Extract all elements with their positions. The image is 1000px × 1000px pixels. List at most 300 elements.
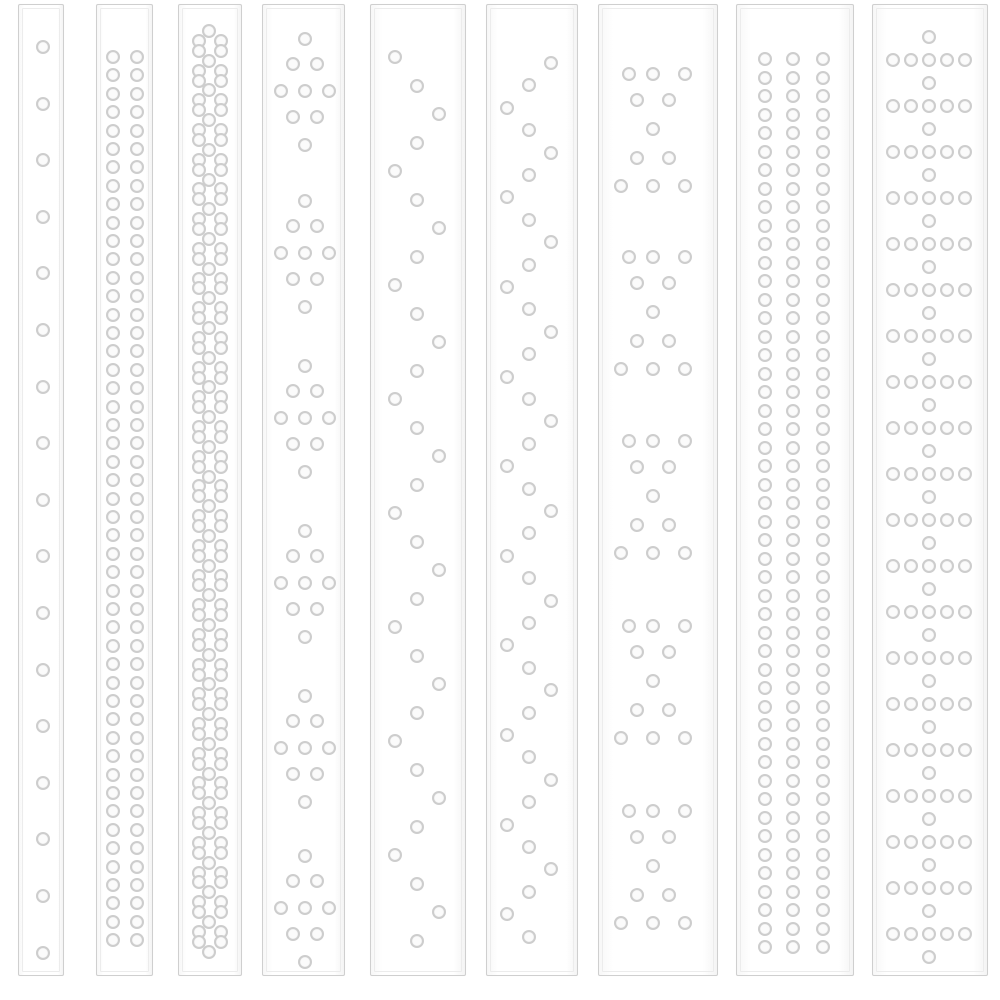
punched-hole (614, 546, 628, 560)
punched-hole (922, 927, 936, 941)
punched-hole (630, 888, 644, 902)
punched-hole (310, 549, 324, 563)
punched-hole (758, 200, 772, 214)
punched-hole (922, 858, 936, 872)
punched-hole (816, 404, 830, 418)
punched-hole (310, 384, 324, 398)
punched-hole (904, 237, 918, 251)
punched-hole (310, 602, 324, 616)
punched-hole (816, 256, 830, 270)
punched-hole (904, 605, 918, 619)
punched-hole (432, 791, 446, 805)
punched-hole (922, 835, 936, 849)
punched-hole (904, 789, 918, 803)
punched-hole (106, 841, 120, 855)
punched-hole (922, 950, 936, 964)
punched-hole (106, 326, 120, 340)
punched-hole (816, 589, 830, 603)
punched-hole (958, 99, 972, 113)
punched-hole (678, 731, 692, 745)
punched-hole (904, 191, 918, 205)
punched-hole (522, 392, 536, 406)
punched-hole (298, 411, 312, 425)
punched-hole (816, 811, 830, 825)
punched-hole (786, 755, 800, 769)
punched-hole (130, 216, 144, 230)
punched-hole (816, 145, 830, 159)
punched-hole (922, 99, 936, 113)
punched-hole (286, 272, 300, 286)
punched-hole (816, 552, 830, 566)
punched-hole (922, 283, 936, 297)
punched-hole (940, 697, 954, 711)
punched-hole (544, 56, 558, 70)
punched-hole (622, 434, 636, 448)
punched-hole (214, 757, 228, 771)
punched-hole (214, 430, 228, 444)
punched-hole (816, 293, 830, 307)
punched-hole (940, 375, 954, 389)
punched-hole (886, 375, 900, 389)
punched-hole (758, 478, 772, 492)
punched-hole (958, 421, 972, 435)
punched-hole (322, 576, 336, 590)
punched-hole (958, 329, 972, 343)
punched-hole (940, 421, 954, 435)
punched-hole (816, 385, 830, 399)
punched-hole (298, 576, 312, 590)
punched-hole (322, 901, 336, 915)
punched-hole (106, 473, 120, 487)
punched-hole (786, 293, 800, 307)
punched-hole (432, 677, 446, 691)
punched-hole (130, 510, 144, 524)
punched-hole (940, 99, 954, 113)
punched-hole (758, 348, 772, 362)
punched-hole (758, 755, 772, 769)
punched-hole (786, 940, 800, 954)
strip-5-wave-dots (370, 4, 466, 976)
punched-hole (286, 57, 300, 71)
strip-3-zigzag-dot-pairs (178, 4, 242, 976)
punched-hole (214, 668, 228, 682)
punched-hole (786, 348, 800, 362)
punched-hole (886, 191, 900, 205)
punched-hole (410, 307, 424, 321)
punched-hole (886, 651, 900, 665)
punched-hole (106, 363, 120, 377)
punched-hole (286, 874, 300, 888)
punched-hole (106, 860, 120, 874)
punched-hole (646, 546, 660, 560)
punched-hole (274, 576, 288, 590)
punched-hole (646, 804, 660, 818)
punched-hole (214, 133, 228, 147)
punched-hole (310, 714, 324, 728)
punched-hole (106, 510, 120, 524)
punched-hole (214, 905, 228, 919)
punched-hole (922, 513, 936, 527)
punched-hole (904, 99, 918, 113)
punched-hole (816, 200, 830, 214)
punched-hole (410, 193, 424, 207)
punched-hole (522, 482, 536, 496)
punched-hole (816, 866, 830, 880)
punched-hole (786, 182, 800, 196)
punched-hole (886, 421, 900, 435)
punched-hole (500, 280, 514, 294)
punched-hole (36, 776, 50, 790)
punched-hole (758, 441, 772, 455)
punched-hole (786, 533, 800, 547)
punched-hole (904, 743, 918, 757)
punched-hole (298, 32, 312, 46)
punched-hole (36, 663, 50, 677)
punched-hole (922, 628, 936, 642)
punched-hole (758, 515, 772, 529)
punched-hole (816, 663, 830, 677)
punched-hole (886, 697, 900, 711)
punched-hole (646, 916, 660, 930)
punched-hole (886, 605, 900, 619)
punched-hole (922, 352, 936, 366)
punched-hole (958, 789, 972, 803)
punched-hole (544, 325, 558, 339)
punched-hole (904, 927, 918, 941)
punched-hole (130, 547, 144, 561)
punched-hole (758, 626, 772, 640)
punched-hole (544, 683, 558, 697)
punched-hole (758, 219, 772, 233)
punched-hole (758, 922, 772, 936)
punched-hole (522, 706, 536, 720)
punched-hole (106, 418, 120, 432)
punched-hole (130, 473, 144, 487)
punched-hole (432, 905, 446, 919)
punched-hole (522, 930, 536, 944)
punched-hole (646, 731, 660, 745)
punched-hole (214, 163, 228, 177)
punched-hole (106, 216, 120, 230)
punched-hole (922, 145, 936, 159)
punched-hole (758, 737, 772, 751)
punched-hole (410, 250, 424, 264)
punched-hole (410, 649, 424, 663)
punched-hole (630, 460, 644, 474)
punched-hole (36, 832, 50, 846)
punched-hole (646, 674, 660, 688)
punched-hole (678, 434, 692, 448)
punched-hole (816, 163, 830, 177)
punched-hole (36, 266, 50, 280)
punched-hole (922, 30, 936, 44)
punched-hole (662, 151, 676, 165)
strip-9-cross-dot-motifs (872, 4, 988, 976)
punched-hole (816, 71, 830, 85)
punched-hole (678, 179, 692, 193)
punched-hole (922, 53, 936, 67)
punched-hole (786, 922, 800, 936)
punched-hole (298, 194, 312, 208)
punched-hole (758, 829, 772, 843)
punched-hole (922, 904, 936, 918)
punched-hole (786, 496, 800, 510)
punched-hole (786, 866, 800, 880)
punched-hole (298, 955, 312, 969)
punched-hole (922, 375, 936, 389)
punched-hole (678, 67, 692, 81)
punched-hole (940, 467, 954, 481)
punched-hole (816, 237, 830, 251)
punched-hole (786, 219, 800, 233)
punched-hole (274, 84, 288, 98)
punched-hole (130, 179, 144, 193)
punched-hole (786, 681, 800, 695)
punched-hole (106, 455, 120, 469)
punched-hole (500, 190, 514, 204)
punched-hole (958, 743, 972, 757)
punched-hole (758, 681, 772, 695)
punched-hole (214, 281, 228, 295)
punched-hole (130, 363, 144, 377)
punched-hole (922, 697, 936, 711)
punched-hole (816, 348, 830, 362)
punched-hole (958, 283, 972, 297)
punched-hole (904, 835, 918, 849)
punched-hole (130, 823, 144, 837)
punched-hole (214, 103, 228, 117)
punched-hole (286, 602, 300, 616)
punched-hole (940, 651, 954, 665)
punched-hole (646, 619, 660, 633)
punched-hole (286, 384, 300, 398)
punched-hole (922, 444, 936, 458)
punched-hole (786, 903, 800, 917)
punched-hole (758, 552, 772, 566)
punched-hole (958, 605, 972, 619)
punched-hole (662, 830, 676, 844)
punched-hole (388, 392, 402, 406)
punched-hole (298, 524, 312, 538)
punched-hole (758, 792, 772, 806)
punched-hole (786, 811, 800, 825)
punched-hole (904, 421, 918, 435)
punched-hole (106, 68, 120, 82)
punched-hole (758, 52, 772, 66)
punched-hole (958, 927, 972, 941)
punched-hole (106, 768, 120, 782)
punched-hole (410, 820, 424, 834)
punched-hole (298, 795, 312, 809)
strip-2-double-column-dots (96, 4, 153, 976)
punched-hole (758, 496, 772, 510)
punched-hole (886, 99, 900, 113)
punched-hole (522, 885, 536, 899)
punched-hole (298, 246, 312, 260)
punched-hole (922, 421, 936, 435)
punched-hole (106, 639, 120, 653)
punched-hole (130, 896, 144, 910)
punched-hole (522, 437, 536, 451)
punched-hole (214, 74, 228, 88)
punched-hole (36, 97, 50, 111)
punched-hole (940, 559, 954, 573)
punched-hole (106, 234, 120, 248)
punched-hole (904, 881, 918, 895)
punched-hole (922, 490, 936, 504)
punched-hole (130, 565, 144, 579)
punched-hole (816, 626, 830, 640)
punched-hole (678, 804, 692, 818)
punched-hole (816, 182, 830, 196)
punched-hole (432, 563, 446, 577)
punched-hole (922, 122, 936, 136)
punched-hole (922, 168, 936, 182)
punched-hole (758, 367, 772, 381)
punched-hole (522, 750, 536, 764)
punched-hole (522, 571, 536, 585)
punched-hole (130, 68, 144, 82)
punched-hole (544, 773, 558, 787)
punched-hole (816, 848, 830, 862)
punched-hole (816, 367, 830, 381)
punched-hole (410, 706, 424, 720)
punched-hole (310, 219, 324, 233)
punched-hole (958, 513, 972, 527)
punched-hole (388, 506, 402, 520)
punched-hole (106, 896, 120, 910)
punched-hole (544, 594, 558, 608)
punched-hole (630, 151, 644, 165)
punched-hole (622, 804, 636, 818)
punched-hole (130, 326, 144, 340)
punched-hole (922, 651, 936, 665)
punched-hole (758, 108, 772, 122)
punched-hole (816, 330, 830, 344)
punched-hole (786, 607, 800, 621)
punched-hole (36, 436, 50, 450)
punched-hole (940, 789, 954, 803)
punched-hole (130, 50, 144, 64)
punched-hole (786, 311, 800, 325)
punched-hole (758, 700, 772, 714)
punched-hole (816, 274, 830, 288)
punched-hole (758, 182, 772, 196)
punched-hole (886, 53, 900, 67)
punched-hole (286, 927, 300, 941)
punched-hole (36, 493, 50, 507)
punched-hole (786, 700, 800, 714)
punched-hole (106, 657, 120, 671)
punched-hole (758, 718, 772, 732)
punched-hole (36, 210, 50, 224)
punched-hole (816, 478, 830, 492)
punched-hole (786, 626, 800, 640)
strip-8-triple-column-dots (736, 4, 854, 976)
punched-hole (786, 589, 800, 603)
punched-hole (786, 718, 800, 732)
punched-hole (886, 743, 900, 757)
punched-hole (36, 889, 50, 903)
punched-hole (214, 935, 228, 949)
punched-hole (786, 848, 800, 862)
punched-hole (646, 434, 660, 448)
punched-hole (614, 179, 628, 193)
punched-hole (214, 400, 228, 414)
punched-hole (904, 145, 918, 159)
punched-hole (622, 67, 636, 81)
punched-hole (622, 619, 636, 633)
punched-hole (678, 250, 692, 264)
punched-hole (622, 250, 636, 264)
punched-hole (130, 289, 144, 303)
punched-hole (214, 222, 228, 236)
punched-hole (214, 875, 228, 889)
punched-hole (758, 71, 772, 85)
punched-hole (130, 344, 144, 358)
punched-hole (922, 743, 936, 757)
punched-hole (106, 105, 120, 119)
punched-hole (310, 927, 324, 941)
strip-7-triangle-dot-clusters (598, 4, 718, 976)
punched-hole (758, 422, 772, 436)
punched-hole (662, 518, 676, 532)
punched-hole (940, 881, 954, 895)
punched-hole (614, 916, 628, 930)
punched-hole (886, 881, 900, 895)
punched-hole (36, 719, 50, 733)
punched-hole (500, 549, 514, 563)
punched-hole (630, 518, 644, 532)
punched-hole (298, 300, 312, 314)
punched-hole (922, 674, 936, 688)
punched-hole (758, 663, 772, 677)
punched-hole (662, 888, 676, 902)
punched-hole (786, 200, 800, 214)
punched-hole (816, 52, 830, 66)
punched-hole (130, 731, 144, 745)
punched-hole (522, 78, 536, 92)
punched-hole (786, 89, 800, 103)
punched-hole (286, 437, 300, 451)
punched-hole (214, 549, 228, 563)
punched-hole (816, 570, 830, 584)
punched-hole (106, 436, 120, 450)
punched-hole (886, 927, 900, 941)
punched-hole (958, 467, 972, 481)
punched-hole (816, 219, 830, 233)
punched-hole (130, 804, 144, 818)
punched-hole (522, 347, 536, 361)
punched-hole (130, 841, 144, 855)
punched-hole (130, 436, 144, 450)
punched-hole (130, 160, 144, 174)
punched-hole (940, 513, 954, 527)
punched-hole (298, 138, 312, 152)
punched-hole (214, 252, 228, 266)
punched-hole (758, 885, 772, 899)
punched-hole (544, 414, 558, 428)
punched-hole (922, 766, 936, 780)
punched-hole (646, 305, 660, 319)
punched-hole (130, 271, 144, 285)
punched-hole (106, 142, 120, 156)
punched-hole (922, 720, 936, 734)
punched-hole (922, 214, 936, 228)
punched-hole (816, 718, 830, 732)
punched-hole (310, 110, 324, 124)
punched-hole (106, 308, 120, 322)
